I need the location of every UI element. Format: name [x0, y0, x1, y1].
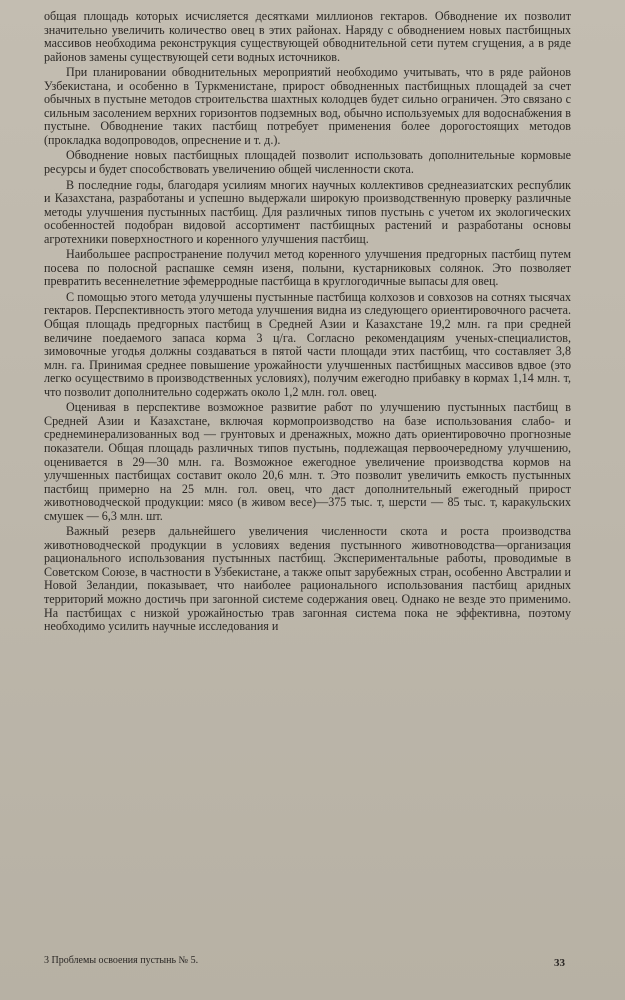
paragraph: Обводнение новых пастбищных площадей позволит использовать дополнительные кормовые ресурсы и будет способствовать увеличению общей численности скота. — [44, 148, 571, 177]
body-text — [44, 10, 571, 636]
paragraph: При планировании обводнительных мероприятий необходимо учитывать, что в ряде районов Узбекистана, и особенно в Туркменистане, прирост обводненных пастбищных площадей за счет обычных в пустыне методов строительства шахтных колодцев будет сильно ограничен. Это связано с сильным засолением верхних горизонтов подземных вод, обычно используемых для водоснабжения в пустыне. Обводнение таких пастбищ потребует применения более дорогостоящих методов (прокладка водопроводов, опреснение и т. д.). — [44, 65, 571, 147]
paragraph: общая площадь которых исчисляется десятками миллионов гектаров. Обводнение их позволит значительно увеличить количество овец в этих районах. Наряду с обводнением новых пастбищных массивов необходима реконструкция существующей обводнительной сети путем сгущения, а в ряде районов замены существующей сети водных источников. — [44, 9, 571, 64]
paragraph: В последние годы, благодаря усилиям многих научных коллективов среднеазиатских республик и Казахстана, разработаны и успешно выдержали широкую производственную проверку различные методы улучшения пустынных пастбищ. Для различных типов пустынь с учетом их экологических особенностей подобран видовой ассортимент пастбищных растений и разработаны основы агротехники поверхностного и коренного улучшения пастбищ. — [44, 177, 571, 246]
page-number: 33 — [554, 957, 565, 969]
footnote: 3 Проблемы освоения пустынь № 5. — [44, 955, 199, 966]
paragraph: Наибольшее распространение получил метод коренного улучшения предгорных пастбищ путем посева по полосной распашке семян изеня, полыни, кустарниковых солянок. Это позволяет превратить весеннелетние эфемерродные пастбища в круглогодичные выпасы для овец. — [44, 247, 571, 289]
paragraph: Оценивая в перспективе возможное развитие работ по улучшению пустынных пастбищ в Средней Азии и Казахстане, включая кормопроизводство на базе использования слабо- и среднеминерализованных вод — грунтовых и дренажных, можно дать ориентировочно прогнозные показатели. Общая площадь различных типов пустынь, подлежащая первоочередному улучшению, оценивается в 29—30 млн. га. Возможное ежегодное увеличение производства кормов на улучшенных пастбищах составит около 20,6 млн. т. Это позволит увеличить емкость пустынных пастбищ примерно на 25 млн. гол. овец, что даст дополнительный ежегодный прирост животноводческой продукции: мясо (в живом весе)—375 тыс. т, шерсти — 85 тыс. т, каракульских смушек — 6,3 млн. шт. — [44, 400, 571, 523]
paragraph: С помощью этого метода улучшены пустынные пастбища колхозов и совхозов на сотнях тысячах гектаров. Перспективность этого метода улучшения видна из следующего ориентировочного расчета. Общая площадь предгорных пастбищ в Средней Азии и Казахстане 19,2 млн. га при средней величине поедаемого запаса корма 3 ц/га. Согласно рекомендациям ученых-специалистов, зимовочные угодья должны создаваться в пятой части площади этих пастбищ, что составляет 3,8 млн. га. Принимая среднее повышение урожайности улучшенных пастбищных массивов вдвое (это легко осуществимо в производственных условиях), получим ежегодно прибавку в кормах 1,14 млн. т, что позволит дополнительно содержать около 1,2 млн. гол. овец. — [44, 289, 571, 399]
paragraph: Важный резерв дальнейшего увеличения численности скота и роста производства животноводческой продукции в условиях ведения пустынного животноводства—организация рационального использования пустынных пастбищ. Экспериментальные работы, проводимые в Советском Союзе, в частности в Узбекистане, а также опыт зарубежных стран, особенно Австралии и Новой Зеландии, показывает, что наиболее рационального использования пастбищ аридных территорий можно достичь при загонной системе содержания овец. Однако не везде это применимо. На пастбищах с низкой урожайностью трав загонная система пока не эффективна, поэтому необходимо усилить научные исследования и — [44, 524, 571, 634]
